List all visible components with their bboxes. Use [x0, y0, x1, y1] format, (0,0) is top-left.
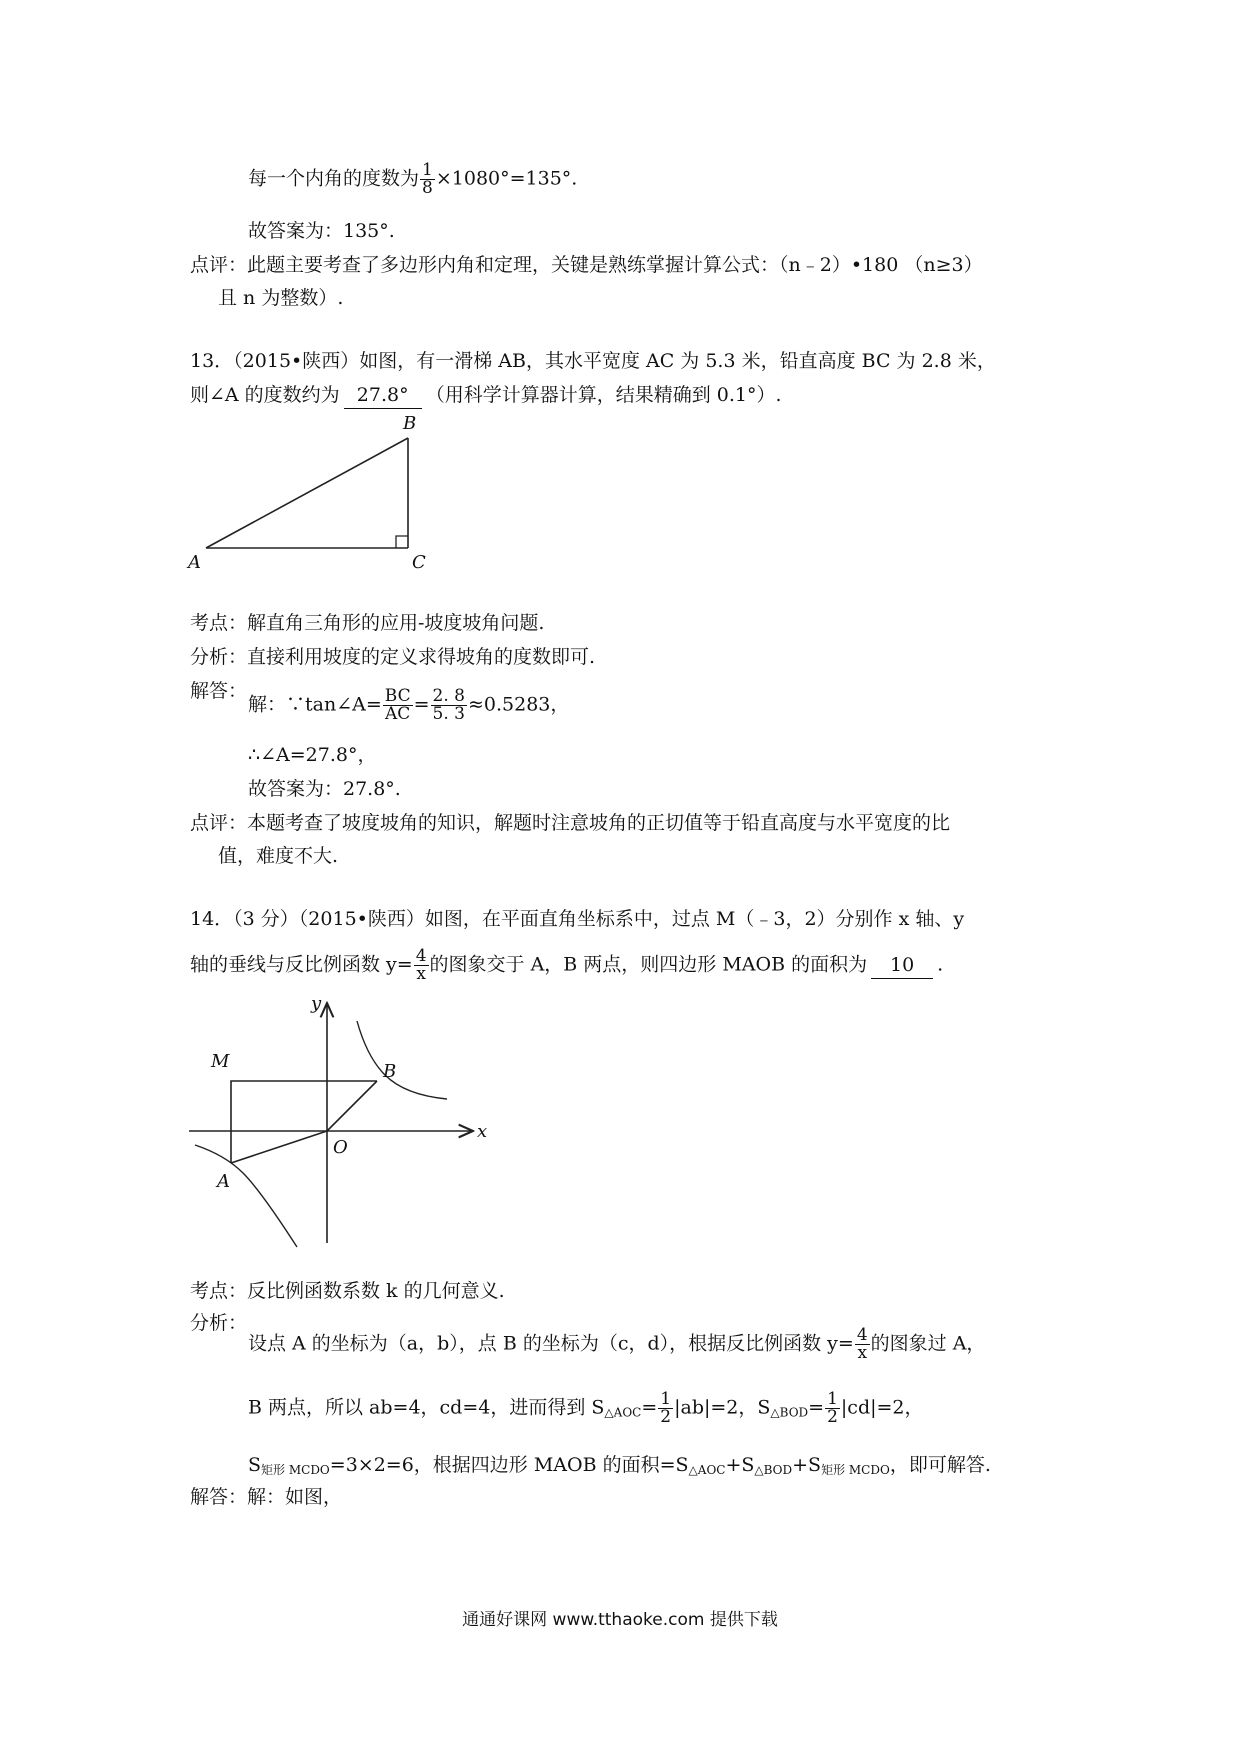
q13-solution-1: 解：∵tan∠A= $\frac{BC}{AC}$ = $\frac{2. 8}{5. 3}$ ≈0.5283，: [248, 686, 570, 724]
q13-dianping-1: 点评：本题考查了坡度坡角的知识，解题时注意坡角的正切值等于铅直高度与水平宽度的比: [190, 812, 951, 834]
fraction: $\frac{2. 8}{5. 3}$: [432, 686, 465, 724]
prev-dianping-1: 点评：此题主要考查了多边形内角和定理，关键是熟练掌握计算公式：（n﹣2）•180 （n≥3）: [190, 254, 983, 276]
q13-kaodian: 考点：解直角三角形的应用-坡度坡角问题.: [190, 612, 545, 634]
q14-jieda: 解答：解：如图，: [190, 1486, 343, 1508]
q14-fenxi-3: $S_{矩形 MCDO}=3\times 2=6$，根据四边形 MAOB 的面积$=S_{\triangle AOC}+S_{\triangle BOD}+S_{矩形 MCDO}$，即可解答.: [248, 1454, 991, 1477]
label-a: A: [217, 1171, 230, 1192]
q13-triangle-figure: [180, 405, 440, 575]
q14-stem-2: 轴的垂线与反比例函数 y= $\frac{4}{x}$ 的图象交于 A，B 两点，则四边形 MAOB 的面积为 10 .: [190, 946, 944, 984]
prev-dianping-2: 且 n 为整数）.: [218, 287, 344, 309]
label-b: B: [383, 1061, 397, 1082]
q14-fenxi-1: 设点 A 的坐标为（a，b），点 B 的坐标为（c，d），根据反比例函数 y= $\frac{4}{x}$ 的图象过 A，: [248, 1325, 986, 1363]
q14-coordinate-figure: [185, 995, 495, 1255]
segment-oa: [231, 1131, 327, 1163]
q13-fenxi: 分析：直接利用坡度的定义求得坡角的度数即可.: [190, 646, 596, 668]
q13-stem-1: 13．（2015•陕西）如图，有一滑梯 AB，其水平宽度 AC 为 5.3 米，铅直高度 BC 为 2.8 米，: [190, 350, 996, 372]
label-y: y: [311, 995, 322, 1014]
fraction: $\frac{BC}{AC}$: [384, 686, 411, 724]
right-angle-mark: [396, 536, 408, 548]
fraction: $\frac{4}{x}$: [856, 1325, 868, 1363]
fraction: $\frac{1}{8}$: [422, 160, 433, 198]
fraction: $\frac{1}{2}$: [827, 1389, 838, 1427]
label-c: C: [412, 552, 426, 573]
prev-line-1: 每一个内角的度数为 $\frac{1}{8}$ ×1080°=135°.: [248, 160, 578, 198]
q14-answer: 10: [871, 952, 933, 979]
hyperbola-branch-2: [195, 1145, 297, 1247]
q13-answer: 27.8°: [344, 382, 422, 409]
q14-fenxi-2: B 两点，所以 ab=4，cd=4，进而得到 $S_{\triangle AOC}=$ $\frac{1}{2}$ |ab|=2，$S_{\triangle BOD}=$ $\frac{1}{2}$ |cd|=2，: [248, 1389, 924, 1427]
q14-kaodian: 考点：反比例函数系数 k 的几何意义.: [190, 1280, 505, 1302]
q14-stem-1: 14．（3 分）（2015•陕西）如图，在平面直角坐标系中，过点 M（﹣3，2）分别作 x 轴、y: [190, 908, 965, 930]
rectangle-mco: [231, 1081, 327, 1131]
q13-solution-3: 故答案为：27.8°.: [248, 778, 401, 800]
q13-stem-2: 则∠A 的度数约为 27.8° （用科学计算器计算，结果精确到 0.1°）.: [190, 382, 781, 409]
segment-ob: [327, 1081, 377, 1131]
label-m: M: [211, 1051, 230, 1072]
label-a: A: [188, 552, 201, 573]
q13-jieda-label: 解答：: [190, 680, 248, 702]
q14-fenxi-label: 分析：: [190, 1312, 248, 1334]
fraction: $\frac{4}{x}$: [415, 946, 427, 984]
slope-ab: [206, 438, 408, 548]
label-x: x: [477, 1121, 488, 1142]
fraction: $\frac{1}{2}$: [660, 1389, 672, 1427]
label-b: B: [403, 413, 417, 434]
page-footer: 通通好课网 www.tthaoke.com 提供下载: [462, 1610, 778, 1630]
q13-dianping-2: 值，难度不大.: [218, 845, 339, 867]
q13-solution-2: ∴∠A=27.8°，: [248, 744, 377, 766]
prev-line-2: 故答案为：135°.: [248, 220, 395, 242]
label-o: O: [333, 1137, 348, 1158]
